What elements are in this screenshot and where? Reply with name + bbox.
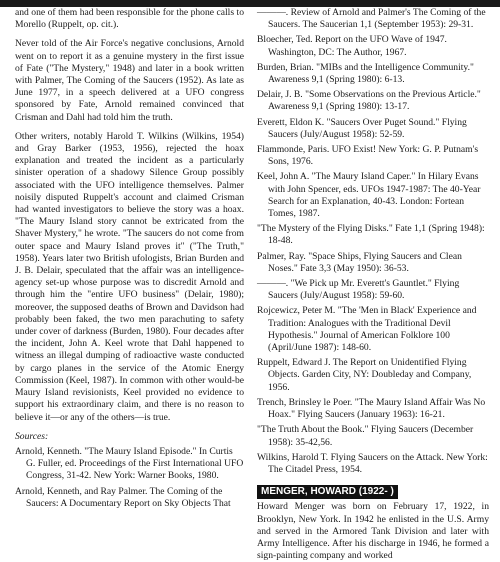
reference-entry: Keel, John A. "The Maury Island Caper." In Hilary Evans with John Spencer, eds. UFOs 1947-1987: The 40-Year Search for an Explanation, 40-43. London: Fortean Tomes, 1987. xyxy=(257,171,481,220)
reference-entry: Delair, J. B. "Some Observations on the Previous Article." Awareness 9,1 (Spring 1980): 13-17. xyxy=(257,89,481,113)
source-entry: Arnold, Kenneth. "The Maury Island Episode." In Curtis G. Fuller, ed. Proceedings of the First International UFO Congress, 31-42. New York: Warner Books, 1980. xyxy=(15,445,244,482)
body-paragraph: and one of them had been responsible for the phone calls to Morello (Ruppelt, op. cit.). xyxy=(15,7,244,31)
reference-entry: Rojcewicz, Peter M. "The 'Men in Black' Experience and Tradition: Analogues with the Traditional Devil Hypothesis." Journal of American Folklore 100 (April/June 1987): 148-60. xyxy=(257,305,477,354)
left-column xyxy=(15,7,244,513)
reference-entry: Burden, Brian. "MIBs and the Intelligence Community." Awareness 9,1 (Spring 1980): 6-13. xyxy=(257,61,474,86)
entry-text: Howard Menger was born on February 17, 1922, in Brooklyn, New York. In 1942 he enlisted in the U.S. Army and served in the Armored Tank Division and later with Army Intelligence. After his discharge in 1946, he formed a sign-painting company and worked xyxy=(257,501,489,562)
reference-entry: Bloecher, Ted. Report on the UFO Wave of 1947. Washington, DC: The Author, 1967. xyxy=(257,34,447,58)
entry-heading: MENGER, HOWARD (1922- ) xyxy=(257,485,398,499)
reference-entry: Everett, Eldon K. "Saucers Over Puget Sound." Flying Saucers (July/August 1958): 52-59. xyxy=(257,116,467,140)
document-page xyxy=(0,7,500,562)
body-paragraph: Never told of the Air Force's negative conclusions, Arnold went on to report it as a genuine mystery in the first issue of Fate ("The Mystery," 1948) and later in a book written with Palmer, The Coming of the Saucers (1952). As late as June 1977, in a speech delivered at a UFO congress sponsored by Fate, Arnold remained convinced that Crisman and Dahl had told him the truth. xyxy=(15,38,244,123)
reference-entry: "The Truth About the Book." Flying Saucers (December 1958): 35-42,56. xyxy=(257,424,474,448)
reference-entry: Ruppelt, Edward J. The Report on Unidentified Flying Objects. Garden City, NY: Doubleday and Company, 1956. xyxy=(257,357,472,393)
reference-entry: Palmer, Ray. "Space Ships, Flying Saucers and Clean Noses." Fate 3,3 (May 1950): 36-53. xyxy=(257,250,462,274)
header-bar xyxy=(0,0,500,7)
entry-heading-wrap xyxy=(257,480,489,499)
reference-entry: ———. Review of Arnold and Palmer's The Coming of the Saucers. The Saucerian 1,1 (September 1953): 29-31. xyxy=(257,7,486,31)
sources-label: Sources: xyxy=(15,430,49,442)
reference-entry: Flammonde, Paris. UFO Exist! New York: G. P. Putnam's Sons, 1976. xyxy=(257,144,479,168)
reference-entry: ———. "We Pick up Mr. Everett's Gauntlet." Flying Saucers (July/August 1958): 59-60. xyxy=(257,278,460,302)
right-column xyxy=(257,7,489,562)
reference-entry: "The Mystery of the Flying Disks." Fate 1,1 (Spring 1948): 18-48. xyxy=(257,223,485,247)
source-entry: Arnold, Kenneth, and Ray Palmer. The Coming of the Saucers: A Documentary Report on Sky Objects That xyxy=(15,485,231,509)
body-paragraph: Other writers, notably Harold T. Wilkins (Wilkins, 1954) and Gray Barker (1953, 1956), rejected the hoax explanation and treated the incident as a particularly sinister operation of a shadowy Silence Group possibly associated with the UFO intelligence themselves. Palmer noisily disputed Ruppelt's account and claimed Crisman had wanted investigators to believe the story was a hoax. "The Maury Island story cannot be extricated from the Shaver Mystery," he wrote. "The saucers do not come from outer space and Maury Island proves it" ("The Truth," 1958). Years later two British ufologists, Brian Burden and J. B. Delair, speculated that the affair was an intelligence-agency set-up whose purpose was to discredit Arnold and through him the "entire UFO business" (Delair, 1980); moreover, the supposed deaths of Brown and Davidson had probably been faked, the two men parachuting to safety under cover of darkness (Burden, 1980). Four decades after the incident, John A. Keel wrote that Dahl happened to witness an illegal dumping of radioactive waste conducted by cargo planes in the service of the Atomic Energy Commission (Keel, 1987). In common with other would-be Maury Island revisionists, Keel provided no evidence to support his extraordinary claim, and there is no reason to believe it—or any of the others—is true. xyxy=(15,130,244,423)
reference-entry: Trench, Brinsley le Poer. "The Maury Island Affair Was No Hoax." Flying Saucers (January 1963): 16-21. xyxy=(257,396,486,421)
reference-entry: Wilkins, Harold T. Flying Saucers on the Attack. New York: The Citadel Press, 1954. xyxy=(257,451,488,475)
